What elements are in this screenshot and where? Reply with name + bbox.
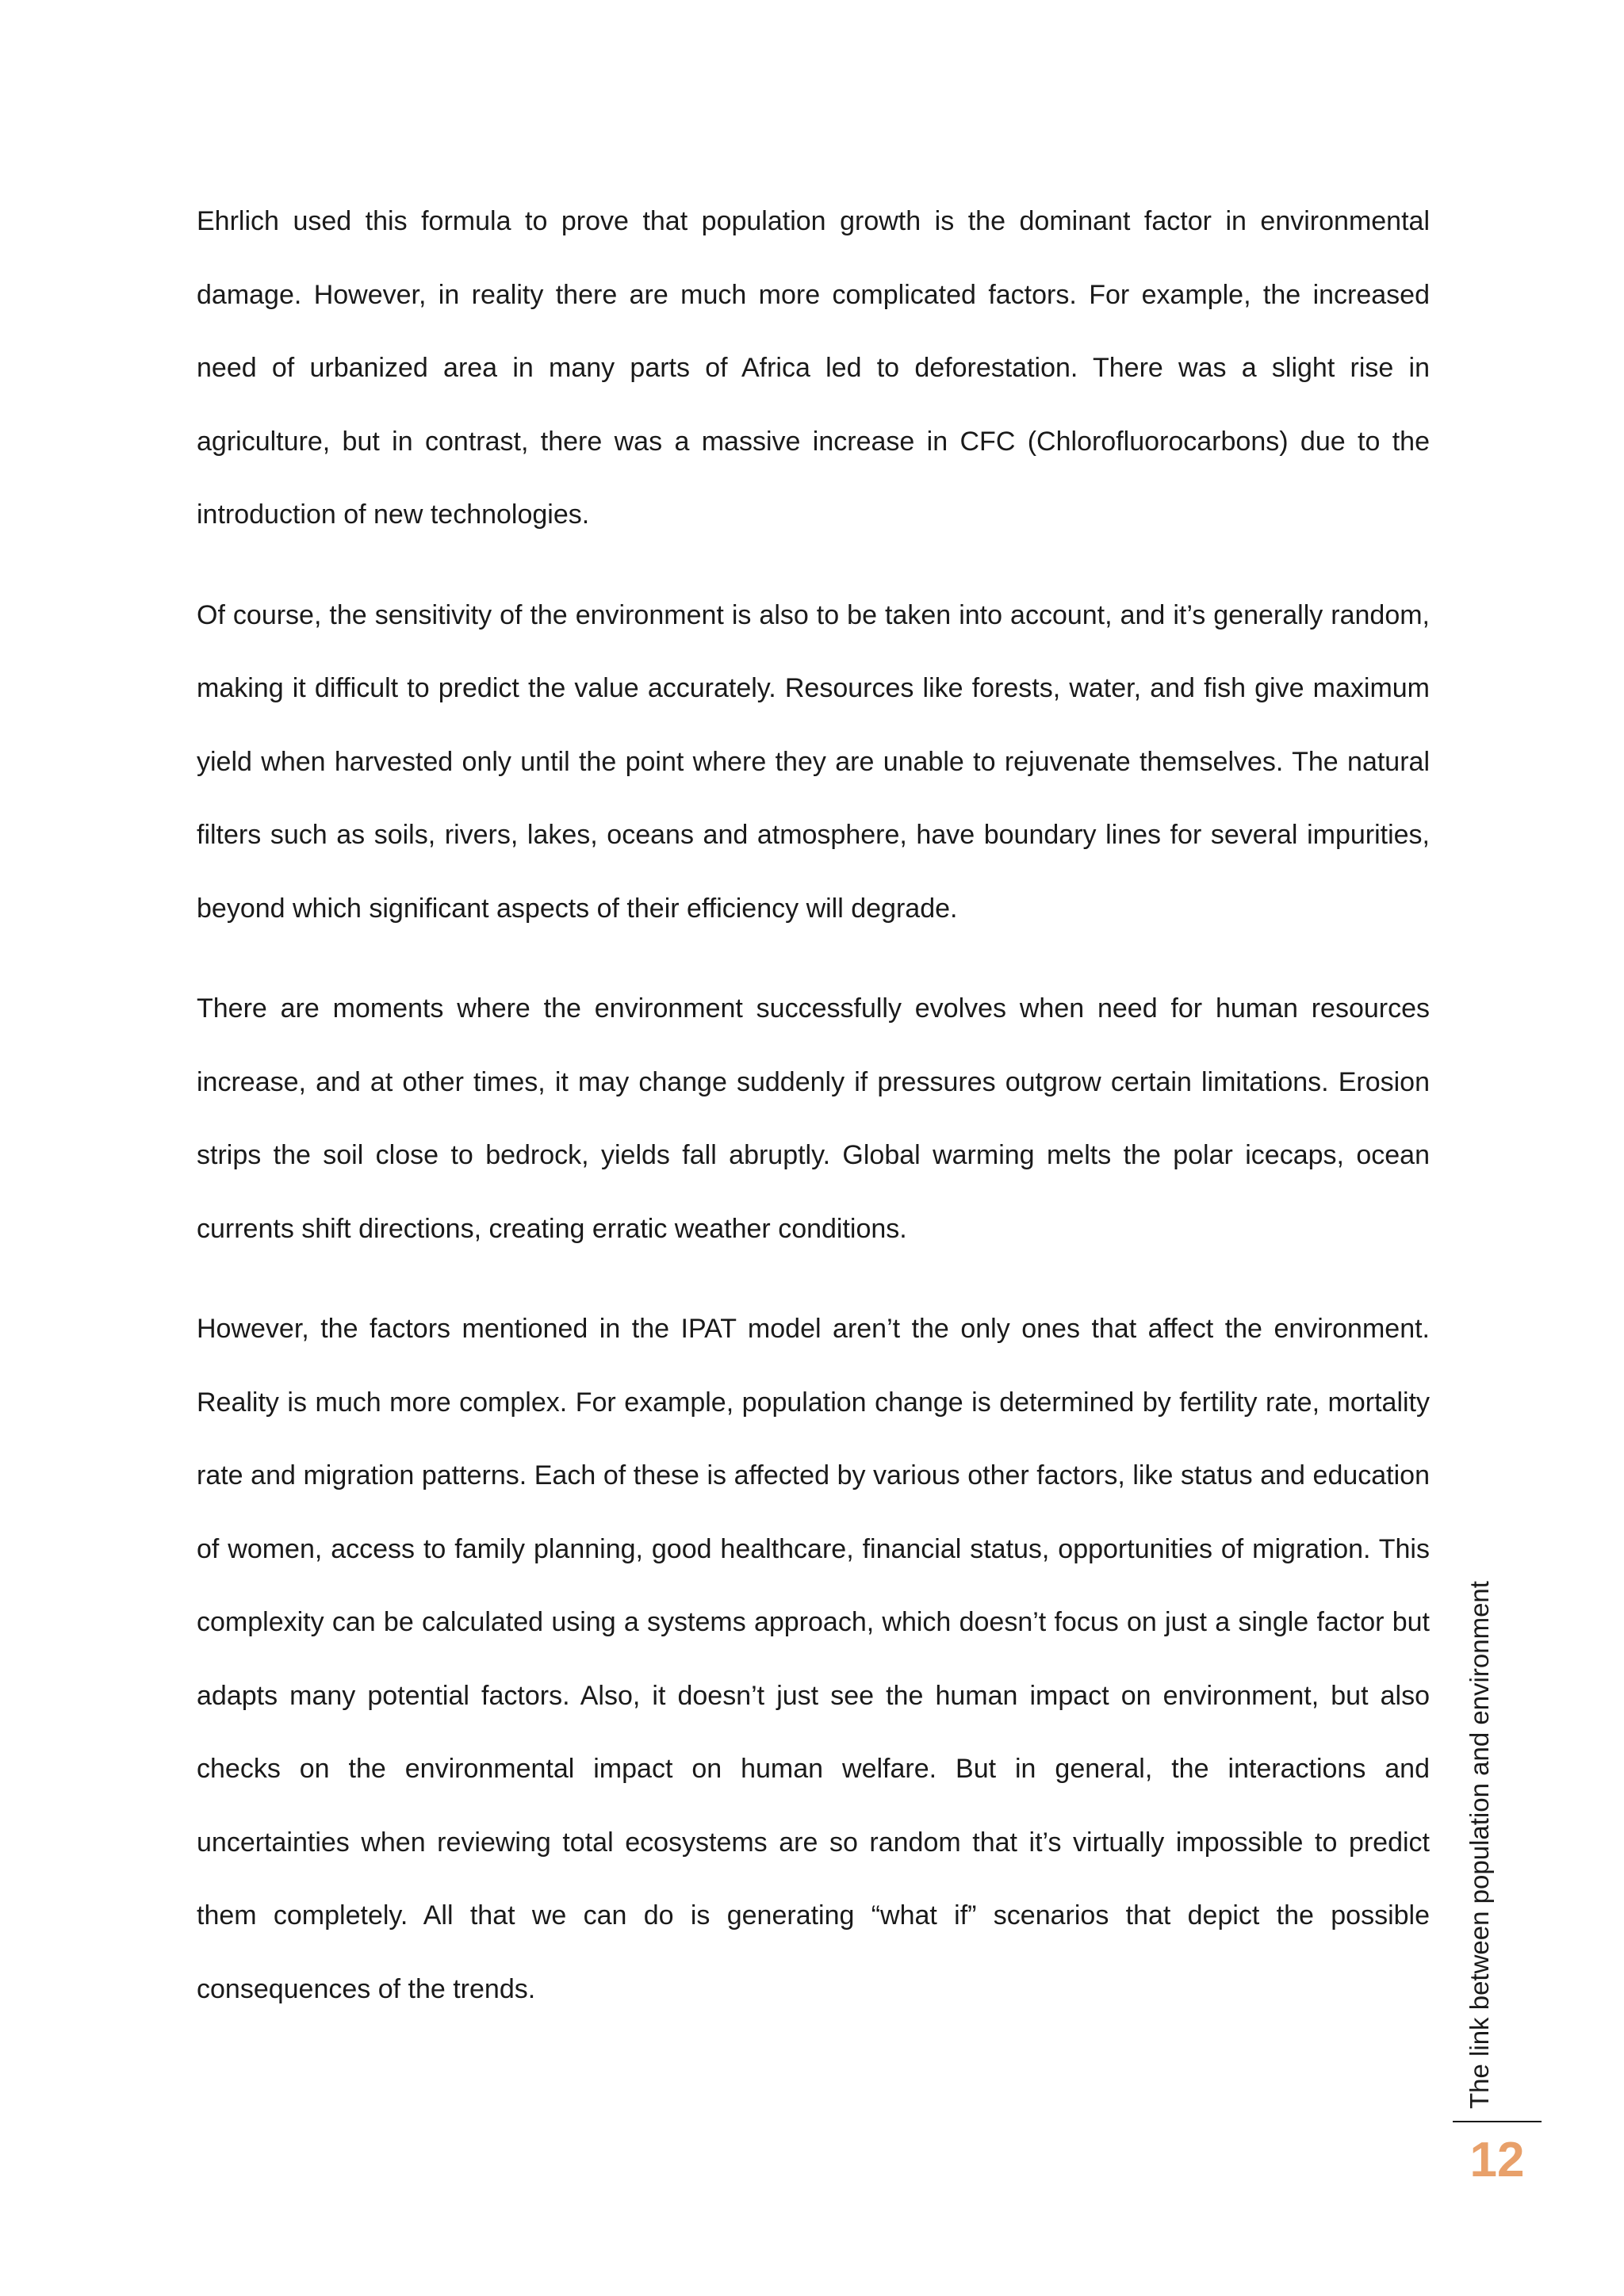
running-title: The link between population and environment bbox=[1465, 1581, 1494, 2109]
running-title-divider bbox=[1453, 2121, 1542, 2122]
page-number: 12 bbox=[1469, 2133, 1525, 2187]
paragraph-1: Ehrlich used this formula to prove that population growth is the dominant factor in environmental damage. However, in reality there are much more complicated factors. For example, the increased need of urbanized area in many parts of Africa led to deforestation. There was a slight rise in agriculture, but in contrast, there was a massive increase in CFC (Chlorofluorocarbons) due to the introduction of new technologies. bbox=[197, 206, 1430, 530]
body-text bbox=[197, 185, 1430, 2026]
paragraph-4: However, the factors mentioned in the IPAT model aren’t the only ones that affect the environment. Reality is much more complex. For example, population change is determined by fertility rate, mortality rate and migration patterns. Each of these is affected by various other factors, like status and education of women, access to family planning, good healthcare, financial status, opportunities of migration. This complexity can be calculated using a systems approach, which doesn’t focus on just a single factor but adapts many potential factors. Also, it doesn’t just see the human impact on environment, but also checks on the environmental impact on human welfare. But in general, the interactions and uncertainties when reviewing total ecosystems are so random that it’s virtually impossible to predict them completely. All that we can do is generating “what if” scenarios that depict the possible consequences of the trends. bbox=[197, 1314, 1430, 2004]
paragraph-2: Of course, the sensitivity of the environment is also to be taken into account, and it’s generally random, making it difficult to predict the value accurately. Resources like forests, water, and fish give maximum yield when harvested only until the point where they are unable to rejuvenate themselves. The natural filters such as soils, rivers, lakes, oceans and atmosphere, have boundary lines for several impurities, beyond which significant aspects of their efficiency will degrade. bbox=[197, 599, 1430, 924]
paragraph-3: There are moments where the environment successfully evolves when need for human resources increase, and at other times, it may change suddenly if pressures outgrow certain limitations. Erosion strips the soil close to bedrock, yields fall abruptly. Global warming melts the polar icecaps, ocean currents shift directions, creating erratic weather conditions. bbox=[197, 993, 1430, 1244]
